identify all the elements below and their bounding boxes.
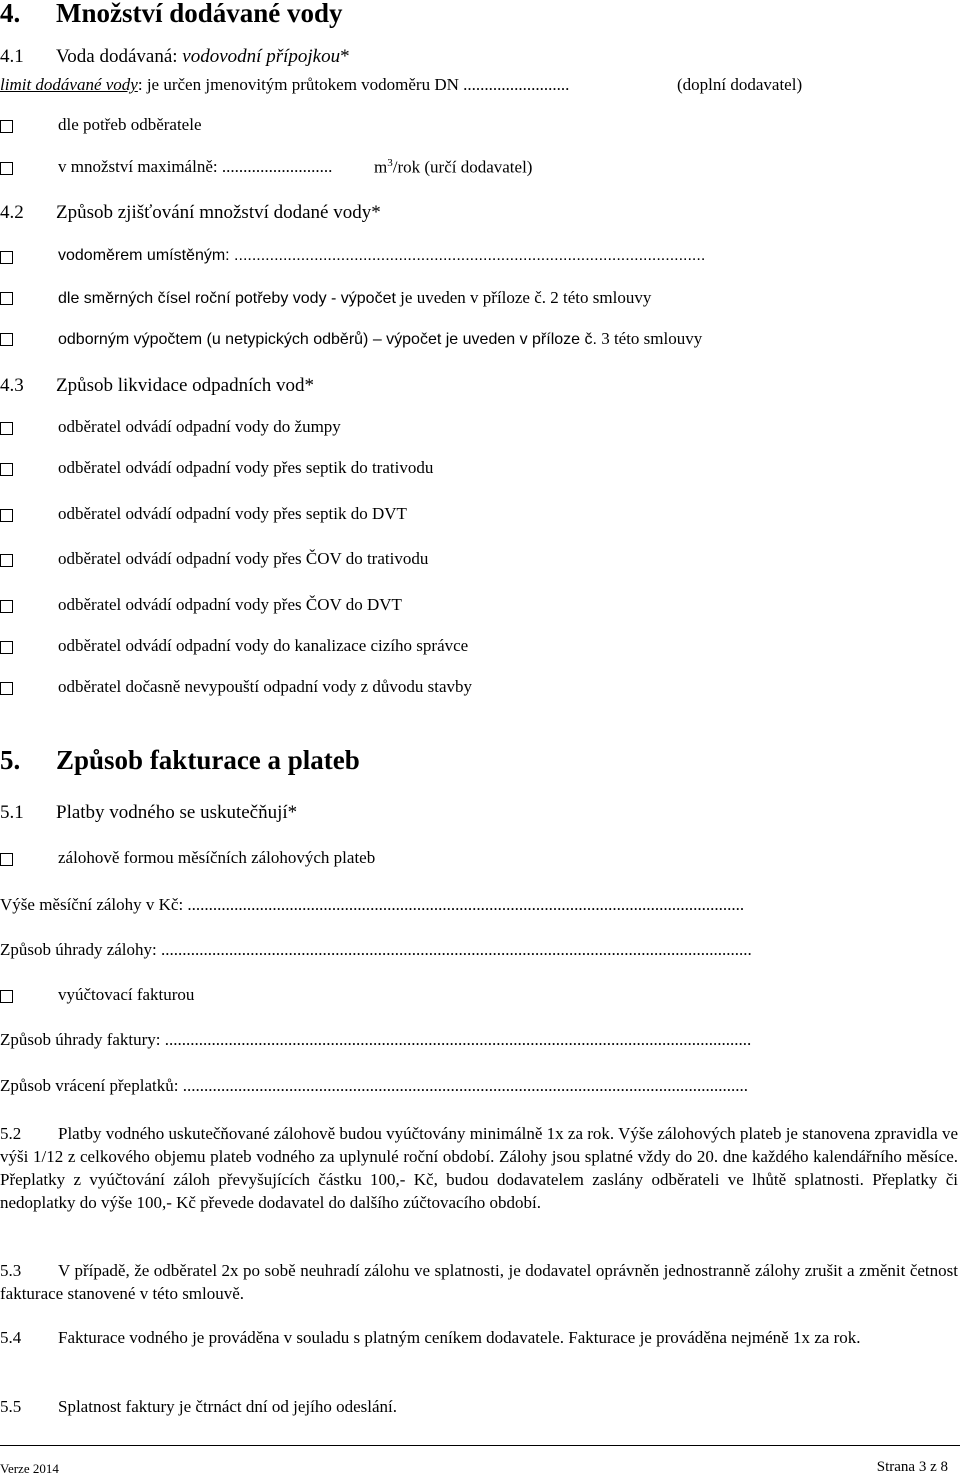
paragraph-number: 5.5: [0, 1397, 22, 1416]
subsection-number: 5.1: [0, 802, 24, 823]
checkbox-wastewater-2[interactable]: [0, 463, 13, 476]
checkbox-wastewater-7[interactable]: [0, 682, 13, 695]
paragraph-text: Splatnost faktury je čtrnáct dní od jejího odeslání.: [58, 1397, 397, 1416]
paragraph-5-4: [0, 1326, 958, 1349]
field-refund-method[interactable]: Způsob vrácení přeplatků: .....................................................................................................................................: [0, 1076, 748, 1095]
subsection-4-3-heading: [0, 375, 314, 397]
subsection-number: 4.2: [0, 202, 24, 223]
unit-sup: 3: [387, 157, 393, 169]
option-meter[interactable]: vodoměrem umístěným: ..........................................................................................................: [58, 247, 706, 264]
option-wastewater-4: odběratel odvádí odpadní vody přes ČOV do trativodu: [58, 549, 429, 568]
checkbox-invoice[interactable]: [0, 990, 13, 1003]
option-max-amount: [58, 157, 332, 177]
paragraph-5-3: [0, 1259, 958, 1305]
paragraph-number: 5.4: [0, 1328, 22, 1347]
option-expert-calc: [58, 329, 702, 349]
paragraph-text: V případě, že odběratel 2x po sobě neuhradí zálohu ve splatnosti, je dodavatel oprávněn jednostranně zálohy zrušit a změnit četnost fakturace stanovené v této smlouvě.: [0, 1261, 958, 1303]
checkbox-meter[interactable]: [0, 251, 13, 264]
option-wastewater-7: odběratel dočasně nevypouští odpadní vody z důvodu stavby: [58, 677, 473, 696]
paragraph-text: Platby vodného uskutečňované zálohově budou vyúčtovány minimálně 1x za rok. Výše zálohových plateb je stanovena zpravidla ve výši 1/12 z celkového objemu plateb vodného za uplynulé roční období. Zálohy jsou splatné vždy do 20. dne každého kalendářního měsíce. Přeplatky z vyúčtování záloh převyšujících částku 100,- Kč, budou dodavatelem zaslány odběrateli ve lhůtě splatnosti. Přeplatky či nedoplatky do výše 100,- Kč převede dodavatel do dalšího zúčtovacího období.: [0, 1124, 958, 1212]
checkbox-guide-numbers[interactable]: [0, 292, 13, 305]
checkbox-advance-payments[interactable]: [0, 853, 13, 866]
section-number: 5.: [0, 745, 21, 775]
checkbox-wastewater-3[interactable]: [0, 509, 13, 522]
limit-line: [0, 75, 569, 95]
checkbox-wastewater-6[interactable]: [0, 641, 13, 654]
checkbox-expert-calc[interactable]: [0, 333, 13, 346]
supply-type: vodovodní přípojkou: [182, 46, 341, 67]
subsection-4-1-heading: [0, 46, 350, 68]
checkbox-wastewater-4[interactable]: [0, 554, 13, 567]
max-amount-unit: [374, 157, 532, 178]
footer-page: Strana 3 z 8: [876, 1459, 948, 1475]
checkbox-wastewater-5[interactable]: [0, 600, 13, 613]
option-expert-calc-a: odborným výpočtem (u netypických odběrů) – výpočet je uveden v příloze č.: [58, 331, 597, 348]
asterisk: *: [340, 46, 350, 67]
subsection-4-2-heading: [0, 202, 381, 224]
subsection-number: 4.3: [0, 375, 24, 396]
limit-note: (doplní dodavatel): [677, 75, 803, 94]
option-wastewater-2: odběratel odvádí odpadní vody přes septik do trativodu: [58, 458, 434, 477]
paragraph-5-5: [0, 1395, 958, 1418]
limit-text: : je určen jmenovitým průtokem vodoměru DN .........................: [137, 75, 570, 94]
section-5-heading: [0, 745, 360, 776]
option-wastewater-6: odběratel odvádí odpadní vody do kanalizace cizího správce: [58, 636, 469, 655]
paragraph-number: 5.3: [0, 1261, 22, 1280]
field-invoice-method[interactable]: Způsob úhrady faktury: ..........................................................................................................................................: [0, 1030, 752, 1049]
option-needs: dle potřeb odběratele: [58, 115, 202, 134]
option-guide-numbers-a: dle směrných čísel roční potřeby vody - výpočet: [58, 290, 396, 307]
subsection-title: Voda dodávaná:: [56, 46, 178, 67]
checkbox-needs[interactable]: [0, 120, 13, 133]
unit-note: (určí dodavatel): [424, 157, 533, 177]
unit-m: m: [374, 157, 388, 177]
option-invoice: vyúčtovací fakturou: [58, 985, 195, 1004]
footer-rule: [0, 1445, 960, 1446]
section-number: 4.: [0, 0, 21, 28]
checkbox-max-amount[interactable]: [0, 162, 13, 175]
checkbox-wastewater-1[interactable]: [0, 422, 13, 435]
subsection-title: Způsob zjišťování množství dodané vody*: [56, 202, 381, 223]
footer-version: Verze 2014: [0, 1461, 59, 1476]
section-title: Množství dodávané vody: [56, 0, 343, 28]
paragraph-5-2: [0, 1122, 958, 1214]
unit-rok: /rok: [392, 157, 421, 177]
option-wastewater-1: odběratel odvádí odpadní vody do žumpy: [58, 417, 341, 436]
option-advance-payments: zálohově formou měsíčních zálohových plateb: [58, 848, 376, 867]
max-amount-field[interactable]: v množství maximálně: ..........................: [58, 157, 333, 176]
option-wastewater-5: odběratel odvádí odpadní vody přes ČOV do DVT: [58, 595, 402, 614]
section-4-heading: [0, 0, 343, 29]
subsection-5-1-heading: [0, 802, 297, 824]
paragraph-text: Fakturace vodného je prováděna v souladu s platným ceníkem dodavatele. Fakturace je prováděna nejméně 1x za rok.: [58, 1328, 861, 1347]
limit-label: limit dodávané vody: [0, 75, 138, 94]
option-guide-numbers-b: je uveden v příloze č. 2 této smlouvy: [395, 288, 652, 307]
option-expert-calc-b: 3 této smlouvy: [596, 329, 703, 348]
option-guide-numbers: [58, 288, 651, 308]
subsection-title: Způsob likvidace odpadních vod*: [56, 375, 315, 396]
subsection-title: Platby vodného se uskutečňují*: [56, 802, 298, 823]
option-wastewater-3: odběratel odvádí odpadní vody přes septik do DVT: [58, 504, 407, 523]
field-advance-method[interactable]: Způsob úhrady zálohy: ...........................................................................................................................................: [0, 940, 752, 959]
field-advance-amount[interactable]: Výše měsíční zálohy v Kč: ...................................................................................................................................: [0, 895, 745, 914]
paragraph-number: 5.2: [0, 1124, 22, 1143]
section-title: Způsob fakturace a plateb: [56, 745, 360, 775]
subsection-number: 4.1: [0, 46, 24, 67]
